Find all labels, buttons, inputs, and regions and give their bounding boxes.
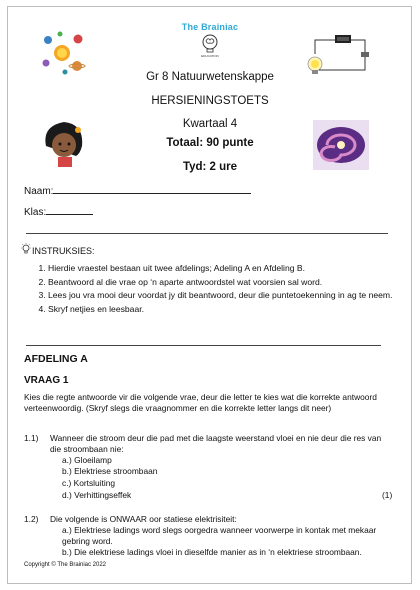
logo-caption: EDUCATION	[201, 54, 219, 58]
question-title: VRAAG 1	[24, 375, 69, 386]
question-marks: (1)	[382, 490, 393, 500]
list-item: 1. Hierdie vraestel bestaan uit twee afdelings; Adeling A en Afdeling B.	[48, 262, 394, 274]
electric-circuit-image	[307, 32, 379, 76]
class-label: Klas:	[24, 207, 47, 218]
question-number: 1.1)	[24, 433, 39, 443]
total-marks: Totaal: 90 punte	[166, 137, 254, 149]
divider	[26, 345, 381, 346]
instructions-list	[24, 262, 394, 316]
name-line[interactable]	[53, 183, 251, 194]
solar-system-image	[40, 30, 86, 76]
instructions-heading: INSTRUKSIES:	[32, 246, 95, 256]
brand-name: The Brainiac	[181, 22, 239, 32]
class-line[interactable]	[46, 204, 93, 215]
brain-bulb-logo	[199, 33, 221, 59]
answer-option: d.) Verhittingseffek	[62, 490, 132, 500]
answer-option: c.) Kortsluiting	[62, 478, 116, 488]
copyright-footer: Copyright © The Brainiac 2022	[24, 562, 107, 568]
answer-option: b.) Die elektriese ladings vloei in dieselfde manier as in ‘n elektriese stroombaan.	[62, 547, 362, 557]
section-title: AFDELING A	[24, 353, 88, 365]
lightbulb-icon	[20, 243, 32, 255]
divider	[26, 233, 388, 234]
answer-option: a.) Elektriese ladings word slegs oorgedra wanneer voorwerpe in kontak met mekaar gebring word.	[62, 525, 377, 546]
time-allowed: Tyd: 2 ure	[182, 161, 238, 173]
name-field[interactable]	[24, 183, 251, 197]
term-label: Kwartaal 4	[182, 118, 238, 130]
test-type: HERSIENINGSTOETS	[151, 95, 269, 107]
list-item: 4. Skryf netjies en leesbaar.	[48, 303, 394, 315]
question-number: 1.2)	[24, 514, 39, 524]
answer-option: b.) Elektriese stroombaan	[62, 466, 158, 476]
subject-title: Gr 8 Natuurwetenskappe	[146, 71, 274, 83]
question-text: Wanneer die stroom deur die pad met die laagste weerstand vloei en nie deur die res van die stroombaan nie:	[50, 433, 382, 454]
answer-option: a.) Gloeilamp	[62, 455, 112, 465]
question-text: Die volgende is ONWAAR oor statiese elektrisiteit:	[50, 514, 237, 524]
list-item: 3. Lees jou vra mooi deur voordat jy dit beantwoord, deur die puntetoekenning in ag te neem.	[48, 289, 394, 301]
name-label: Naam:	[24, 186, 54, 197]
list-item: 2. Beantwoord al die vrae op ‘n aparte antwoordstel wat voorsien sal word.	[48, 276, 394, 288]
class-field[interactable]	[24, 204, 93, 218]
question-intro: Kies die regte antwoorde vir die volgende vrae, deur die letter te kies wat die korrekte antwoord verteenwoordig. (Skryf slegs die vraagnommer en die korrekte letter langs dit neer)	[24, 392, 377, 413]
